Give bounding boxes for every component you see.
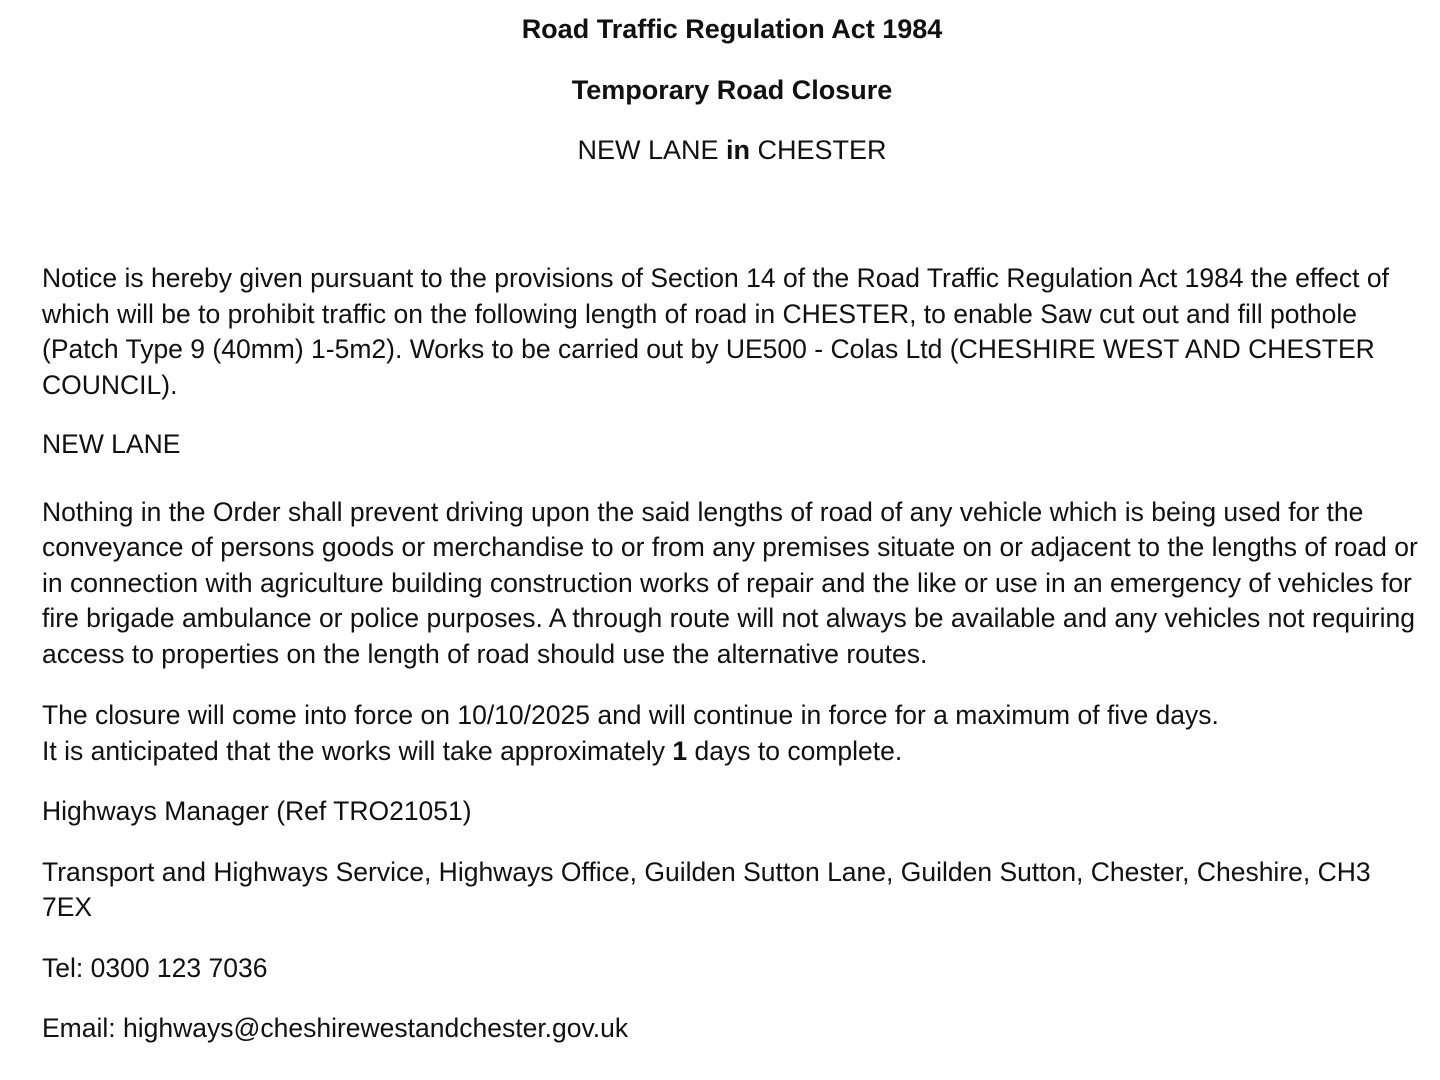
notice-document xyxy=(42,0,1422,1047)
intro-paragraph: Notice is hereby given pursuant to the provisions of Section 14 of the Road Traffic Regulation Act 1984 the effect of which will be to prohibit traffic on the following length of road in CHESTER, to enable Saw cut out and fill pothole (Patch Type 9 (40mm) 1-5m2). Works to be carried out by UE500 - Colas Ltd (CHESHIRE WEST AND CHESTER COUNCIL). xyxy=(42,263,1389,400)
office-address: Transport and Highways Service, Highways Office, Guilden Sutton Lane, Guilden Sutton, Chester, Cheshire, CH3 7EX xyxy=(42,856,1371,922)
location-connector: in xyxy=(726,135,750,165)
email-line xyxy=(42,1011,1422,1047)
closure-location-heading xyxy=(42,134,1422,166)
location-town: CHESTER xyxy=(757,135,887,165)
dates-line-2-post: days to complete. xyxy=(687,735,903,766)
dates-line-1: The closure will come into force on 10/10/2025 and will continue in force for a maximum of five days. xyxy=(42,700,1219,730)
dates-paragraph xyxy=(42,698,1422,769)
email-label: Email: xyxy=(42,1013,123,1043)
duration-days: 1 xyxy=(672,735,688,766)
location-road: NEW LANE xyxy=(577,135,719,165)
road-name: NEW LANE xyxy=(42,429,181,459)
manager-reference: Highways Manager (Ref TRO21051) xyxy=(42,796,472,826)
notice-type-heading: Temporary Road Closure xyxy=(571,75,893,105)
dates-line-2-pre: It is anticipated that the works will take approximately xyxy=(42,735,673,766)
email-link[interactable]: highways@cheshirewestandchester.gov.uk xyxy=(123,1013,629,1043)
act-title: Road Traffic Regulation Act 1984 xyxy=(521,14,943,44)
exemptions-paragraph: Nothing in the Order shall prevent driving upon the said lengths of road of any vehicle which is being used for the conveyance of persons goods or merchandise to or from any premises situate on or adjacent to the lengths of road or in connection with agriculture building construction works of repair and the like or use in an emergency of vehicles for fire brigade ambulance or police purposes. A through route will not always be available and any vehicles not requiring access to properties on the length of road should use the alternative routes. xyxy=(42,496,1418,669)
telephone-number: Tel: 0300 123 7036 xyxy=(42,952,268,983)
